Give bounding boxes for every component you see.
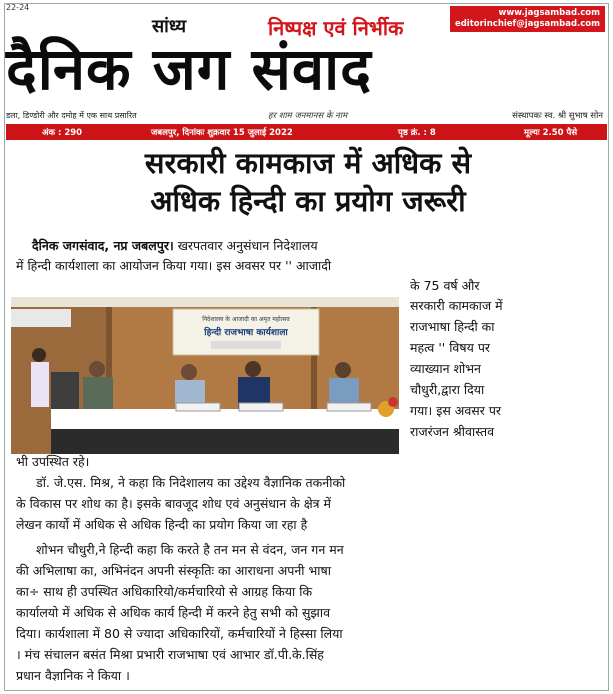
headline-line-2: अधिक हिन्दी का प्रयोग जरूरी [150,184,466,218]
body-line: राजरंजन श्रीवास्तव [410,424,495,439]
body-line: भी उपस्थित रहे। [16,454,90,469]
contact-box [450,6,605,32]
banner-line-1: निदेशालय के आजादी का अमृत महोत्सव [202,316,290,323]
editions-note: डला, डिण्डोरी और दमोह में एक साथ प्रसारित [6,111,137,120]
body-line: राजभाषा हिन्दी का [410,319,495,334]
body-line: के 75 वर्ष और [410,278,480,293]
body-line: प्रधान वैज्ञानिक ने किया । [16,668,130,683]
founder-note: संस्थापकः स्व. श्री सुभाष सोन [512,111,603,121]
headline-line-1: सरकारी कामकाज में अधिक से [144,146,472,180]
body-line: के विकास पर शोध का है। इसके बावजूद शोध एवं अनुसंधान के क्षेत्र में [16,496,332,511]
body-line: में हिन्दी कार्यशाला का आयोजन किया गया। इस अवसर पर '' आजादी [16,258,332,273]
body-line: सरकारी कामकाज में [410,298,503,313]
newspaper-title: दैनिक जग संवाद [6,35,372,103]
tagline: हर शाम जनमानस के नाम [268,111,348,121]
body-line: व्याख्यान शोभन [410,361,481,376]
body-line: कार्यालयो में अधिक से अधिक कार्य हिन्दी में करने हेतु सभी को सुझाव [16,605,331,620]
body-line: महत्व '' विषय पर [410,340,491,355]
body-line: चौधुरी,द्वारा दिया [410,382,485,397]
body-line: दिया। कार्यशाला में 80 से ज्यादा अधिकारियों, कर्मचारियों ने हिस्सा लिया [16,626,343,641]
body-line: । मंच संचालन बसंत मिश्रा प्रभारी राजभाषा एवं आभार डॉ.पी.के.सिंह [16,647,324,662]
body-line: का÷ साथ ही उपस्थित अधिकारियो/कर्मचारियो से आग्रह किया कि [16,584,313,599]
event-photo-illustration [11,297,399,454]
body-line: की अभिलाषा का, अभिनंदन अपनी संस्कृतिः का आराधना अपनी भाषा [16,563,332,578]
website-link[interactable]: www.jagsambad.com [498,8,600,18]
issue-number: अंक : 290 [42,128,83,138]
banner-line-2: हिन्दी राजभाषा कार्यशाला [204,328,288,338]
body-line: शोभन चौधुरी,ने हिन्दी कहा कि करते है तन मन से वंदन, जन गन मन [36,542,344,557]
evening-label: सांध्य [152,16,187,37]
corner-mark: 22-24 [6,3,30,12]
body-line: खरपतवार अनुसंधान निदेशालय [177,238,318,253]
page-count: पृष्ठ क्रं. : 8 [398,128,436,138]
email-link[interactable]: editorinchief@jagsambad.com [454,19,600,29]
info-bar [6,124,607,140]
body-line: लेखन कार्यो में अधिक से अधिक हिन्दी का प्रयोग किया जा रहा है [16,517,308,532]
event-photo [11,297,399,454]
body-line: डॉ. जे.एस. मिश्र, ने कहा कि निदेशालय का उद्देश्य वैज्ञानिक तकनीको [36,475,346,490]
article-headline [16,144,600,220]
slogan: निष्पक्ष एवं निर्भीक [268,16,404,40]
body-line: गया। इस अवसर पर [410,403,502,418]
dateline: दैनिक जगसंवाद, नप्र जबलपुर। [32,238,174,253]
price: मूल्यः 2.50 पैसे [524,128,578,138]
place-date: जबलपुर, दिनांकः शुक्रवार 15 जुलाई 2022 [151,128,293,138]
